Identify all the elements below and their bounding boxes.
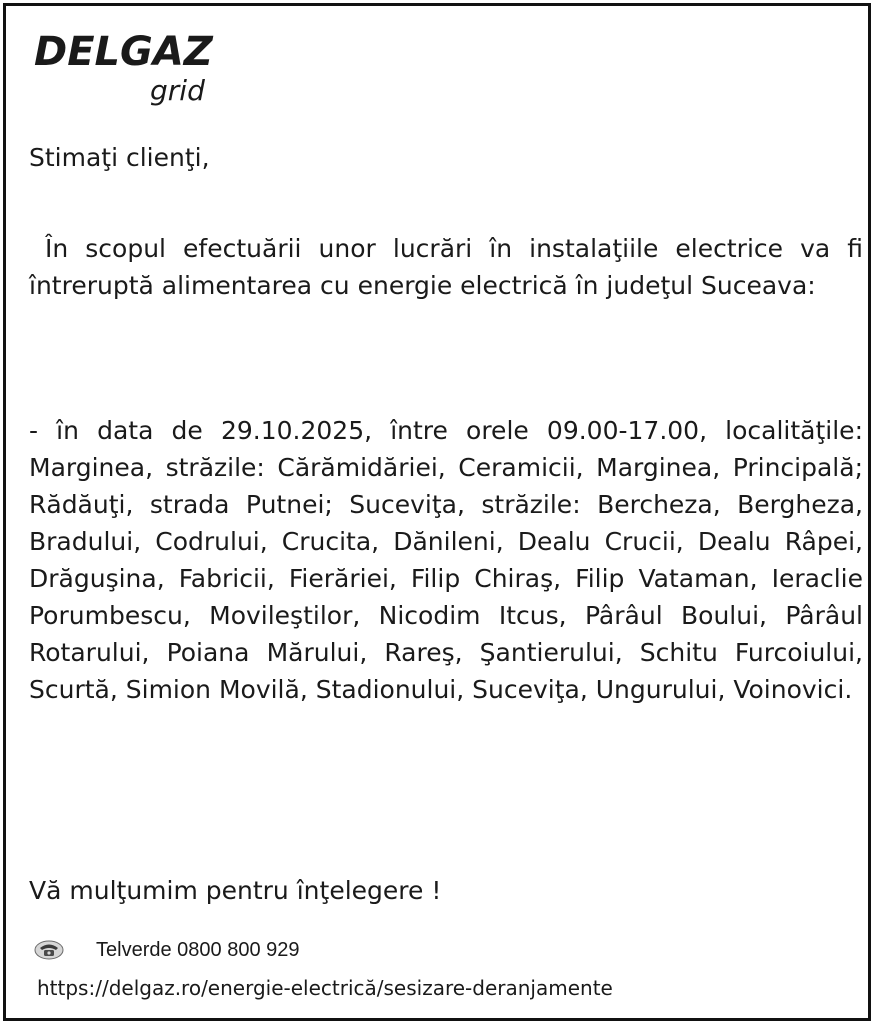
- intro-paragraph: În scopul efectuării unor lucrări în instalaţiile electrice va fi întreruptă alimentarea cu energie electrică în judeţul Suceava:: [29, 234, 863, 300]
- outage-details: - în data de 29.10.2025, între orele 09.00-17.00, localităţile: Marginea, străzile: Cărămidăriei, Ceramicii, Marginea, Principală; Rădăuţi, strada Putnei; Suceviţa, străzile: Bercheza, Bergheza, Bradului, Codrului, Crucita, Dănileni, Dealu Crucii, Dealu Râpei, Drăguşina, Fabricii, Fierăriei, Filip Chiraş, Filip Vataman, Ieraclie Porumbescu, Movileştilor, Nicodim Itcus, Pârâul Boului, Pârâul Rotarului, Poiana Mărului, Rareş, Şantierului, Schitu Furcoiului, Scurtă, Simion Movilă, Stadionului, Suceviţa, Ungurului, Voinovici.: [29, 416, 863, 704]
- delgaz-grid-logo: [34, 29, 234, 112]
- thanks-line: Vă mulţumim pentru înţelegere !: [29, 876, 442, 905]
- greeting: Stimaţi clienţi,: [29, 143, 210, 172]
- logo-sub: grid: [150, 74, 205, 107]
- notice-frame: [3, 3, 871, 1021]
- telephone-icon: [34, 940, 64, 960]
- phone-number: Telverde 0800 800 929: [96, 938, 300, 961]
- logo-brand: DELGAZ: [34, 29, 213, 75]
- report-url[interactable]: https://delgaz.ro/energie-electrică/sesizare-deranjamente: [37, 976, 613, 1000]
- phone-row: [34, 936, 300, 964]
